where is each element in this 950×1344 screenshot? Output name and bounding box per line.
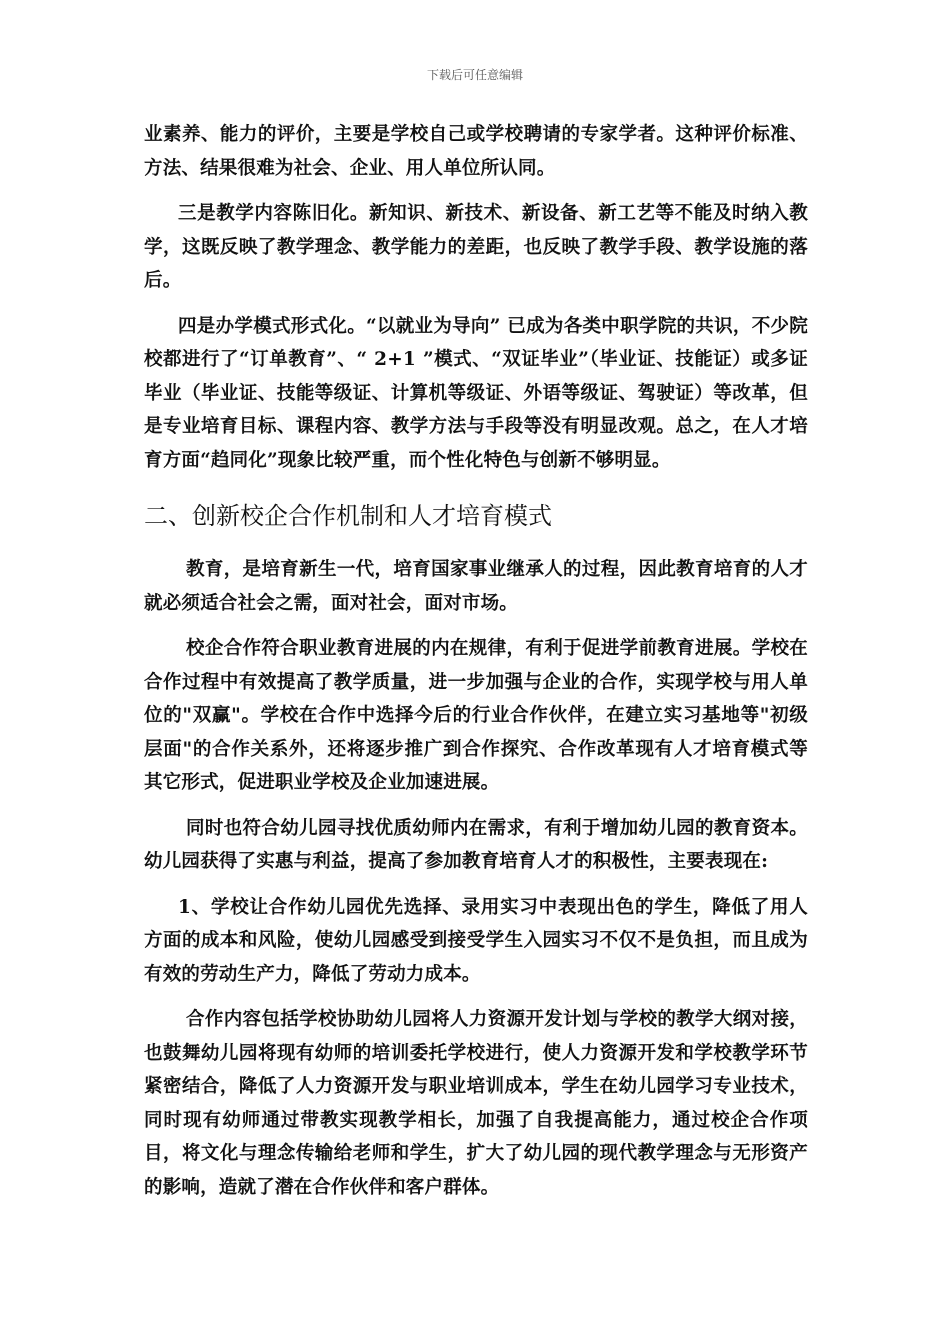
paragraph-formalized-model: 四是办学模式形式化。“以就业为导向” 已成为各类中职学院的共识，不少院校都进行了“订单教育”、“ 2+1 ”模式、“双证毕业”（毕业证、技能证）或多证毕业（毕业证、技能等级证、计算机等级证、外语等级证、驾驶证）等改革，但是专业培育目标、课程内容、教学方法与手段等没有明显改观。总之，在人才培育方面“趋同化”现象比较严重，而个性化特色与创新不够明显。	[144, 315, 808, 471]
paragraph-school-enterprise-cooperation: 校企合作符合职业教育进展的内在规律，有利于促进学前教育进展。学校在合作过程中有效提高了教学质量，进一步加强与企业的合作，实现学校与用人单位的"双赢"。学校在合作中选择今后的行业合作伙伴，在建立实习基地等"初级层面"的合作关系外，还将逐步推广到合作探究、合作改革现有人才培育模式等其它形式，促进职业学校及企业加速进展。	[144, 638, 808, 793]
paragraph-outdated-content: 三是教学内容陈旧化。新知识、新技术、新设备、新工艺等不能及时纳入教学，这既反映了教学理念、教学能力的差距，也反映了教学手段、教学设施的落后。	[144, 203, 808, 291]
document-body	[144, 118, 808, 1216]
paragraph-education-purpose: 教育，是培育新生一代，培育国家事业继承人的过程，因此教育培育的人才就必须适合社会之需，面对社会，面对市场。	[144, 559, 808, 614]
paragraph-cooperation-content: 合作内容包括学校协助幼儿园将人力资源开发计划与学校的教学大纲对接，也鼓舞幼儿园将现有幼师的培训委托学校进行，使人力资源开发和学校教学环节紧密结合，降低了人力资源开发与职业培训成本，学生在幼儿园学习专业技术，同时现有幼师通过带教实现教学相长，加强了自我提高能力，通过校企合作项目，将文化与理念传输给老师和学生，扩大了幼儿园的现代教学理念与无形资产的影响，造就了潜在合作伙伴和客户群体。	[144, 1009, 808, 1198]
paragraph-kindergarten-needs: 同时也符合幼儿园寻找优质幼师内在需求，有利于增加幼儿园的教育资本。幼儿园获得了实惠与利益，提高了参加教育培育人才的积极性，主要表现在:	[144, 817, 808, 872]
page-header: 下载后可任意编辑	[426, 68, 523, 82]
paragraph-point-one: 1、学校让合作幼儿园优先选择、录用实习中表现出色的学生，降低了用人方面的成本和风险，使幼儿园感受到接受学生入园实习不仅不是负担，而且成为有效的劳动生产力，降低了劳动力成本。	[144, 896, 808, 985]
paragraph-evaluation-continued: 业素养、能力的评价，主要是学校自己或学校聘请的专家学者。这种评价标准、方法、结果很难为社会、企业、用人单位所认同。	[144, 124, 808, 179]
section-heading: 二、创新校企合作机制和人才培育模式	[144, 502, 552, 530]
